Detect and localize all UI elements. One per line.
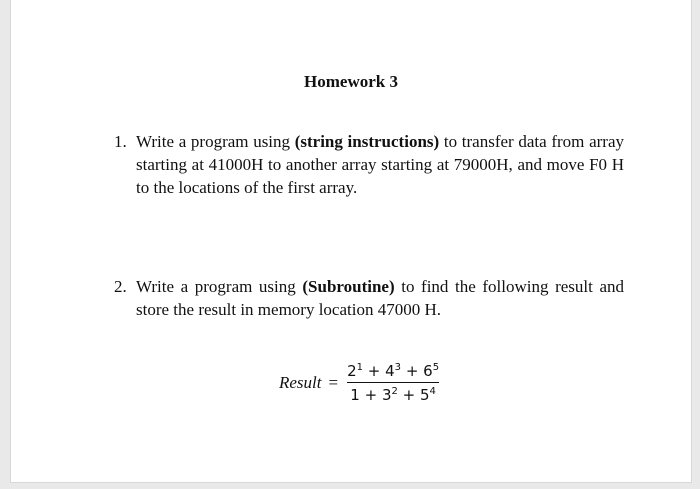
question-2 [114,275,624,321]
denominator-term [350,386,360,404]
denominator-term-base: 1 [350,386,360,404]
formula-fraction [344,362,442,404]
numerator-term-exponent: 3 [394,362,402,373]
numerator-term [347,362,363,380]
formula-lhs: Result [279,373,322,392]
result-formula [279,358,442,408]
numerator-term-base: 6 [423,362,433,380]
question-2-text-a: Write a program using [136,277,303,296]
numerator-plus: + [363,362,386,380]
formula-equals: = [328,373,339,392]
question-2-number: 2. [114,277,127,296]
numerator-term [385,362,401,380]
question-2-text-b: to find the following result and store the result in memory location 47000 H. [136,277,624,319]
denominator-plus: + [359,386,382,404]
formula-denominator [347,382,439,404]
question-2-bold: (Subroutine) [302,277,395,296]
denominator-term [420,386,436,404]
denominator-term [382,386,398,404]
denominator-plus: + [397,386,420,404]
numerator-term-base: 2 [347,362,357,380]
question-1-text-b: to transfer data from array starting at 41000H to another array starting at 79000H, and move F0 H to the locations of the first array. [136,132,624,197]
question-1-bold: (string instructions) [294,132,440,151]
question-1-text [136,130,624,199]
document-page [10,0,692,483]
document-title: Homework 3 [304,72,398,91]
numerator-term-exponent: 5 [432,362,440,373]
formula-numerator [344,362,442,382]
denominator-term-base: 5 [419,386,430,404]
question-2-text [136,275,624,321]
numerator-plus: + [401,362,424,380]
denominator-term-exponent: 4 [429,386,436,397]
numerator-term [423,362,439,380]
numerator-term-exponent: 1 [356,362,364,373]
question-1-number: 1. [114,132,127,151]
question-1 [114,130,624,199]
question-1-text-a: Write a program using [136,132,295,151]
denominator-term-exponent: 2 [391,386,398,397]
numerator-term-base: 4 [385,362,395,380]
denominator-term-base: 3 [381,386,392,404]
